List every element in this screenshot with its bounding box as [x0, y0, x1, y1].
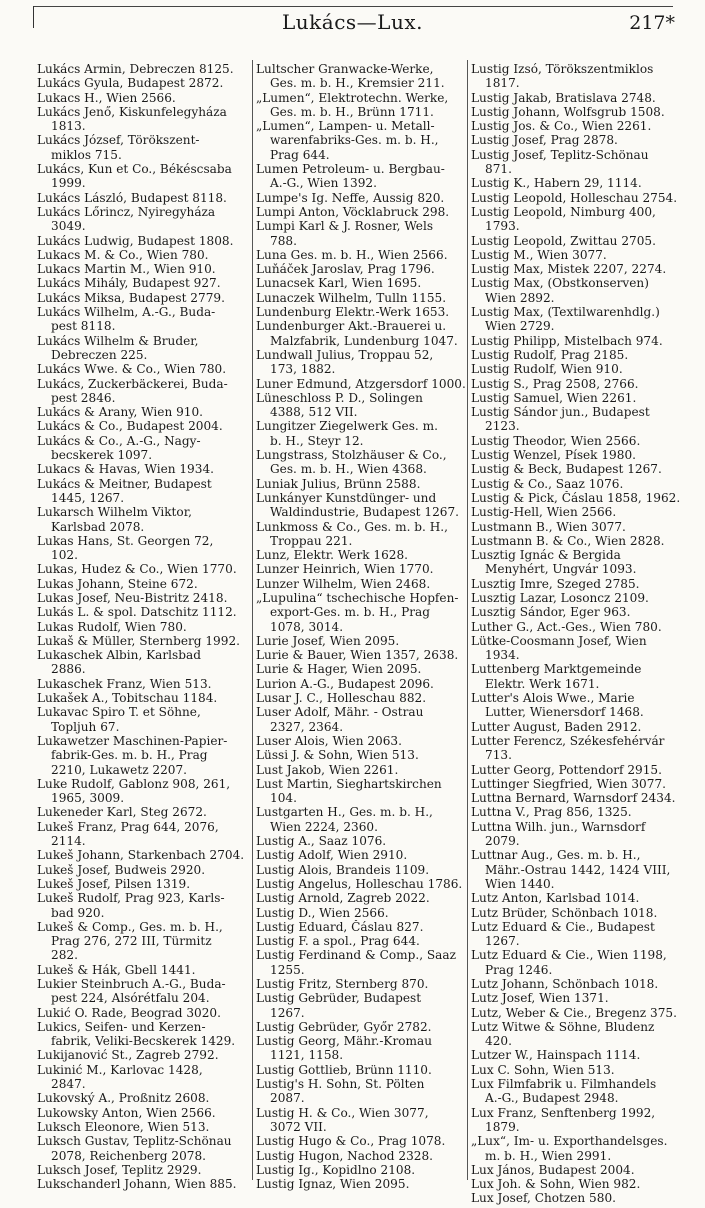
- directory-entry: Luksch Eleonore, Wien 513.: [37, 1119, 210, 1134]
- entry-continuation: Mähr.-Ostrau 1442, 1424 VIII,: [485, 862, 671, 877]
- directory-entry: Lustig Max, (Textilwarenhdlg.): [471, 305, 660, 320]
- directory-entry: Lustmann B., Wien 3077.: [471, 519, 626, 534]
- directory-entry: Lukács, Zuckerbäckerei, Buda-: [37, 376, 228, 391]
- directory-entry: Lustig Arnold, Zagreb 2022.: [256, 891, 430, 906]
- directory-entry: Lunzer Wilhelm, Wien 2468.: [256, 576, 431, 591]
- directory-entry: „Lux“, Im- u. Exporthandelsges.: [471, 1134, 668, 1149]
- directory-entry: Lustig Samuel, Wien 2261.: [471, 390, 637, 405]
- directory-entry: Lungitzer Ziegelwerk Ges. m.: [256, 419, 438, 434]
- entry-continuation: 104.: [270, 791, 297, 806]
- entry-continuation: Wien 1440.: [485, 876, 555, 891]
- directory-entry: Luser Alois, Wien 2063.: [256, 733, 402, 748]
- entry-continuation: Malzfabrik, Lundenburg 1047.: [270, 333, 458, 348]
- entry-continuation: 1078, 3014.: [270, 619, 344, 634]
- directory-entry: „Lumen“, Lampen- u. Metall-: [256, 119, 435, 134]
- directory-entry: Lukas Hans, St. Georgen 72,: [37, 533, 214, 548]
- directory-entry: Lustig Josef, Prag 2878.: [471, 133, 618, 148]
- directory-entry: Lust Martin, Sieghartskirchen: [256, 776, 442, 791]
- entry-continuation: Karlsbad 2078.: [51, 519, 145, 534]
- directory-entry: Lukowsky Anton, Wien 2566.: [37, 1105, 216, 1120]
- entry-continuation: Prag 644.: [270, 147, 330, 162]
- directory-entry: „Lumen“, Elektrotechn. Werke,: [256, 90, 449, 105]
- directory-entry: Lukács Wilhelm, A.-G., Buda-: [37, 305, 216, 320]
- directory-entry: Lukeš & Comp., Ges. m. b. H.,: [37, 919, 223, 934]
- directory-entry: Lunkmoss & Co., Ges. m. b. H.,: [256, 519, 448, 534]
- entry-continuation: 2114.: [51, 834, 86, 849]
- page-number: 217*: [629, 12, 675, 34]
- directory-entry: Lukás L. & spol. Datschitz 1112.: [37, 605, 237, 620]
- entry-continuation: 2847.: [51, 1077, 86, 1092]
- directory-entry: Lustig Jos. & Co., Wien 2261.: [471, 119, 652, 134]
- directory-entry: Lux Joh. & Sohn, Wien 982.: [471, 1177, 641, 1192]
- directory-entry: Lustig D., Wien 2566.: [256, 905, 389, 920]
- entry-continuation: warenfabriks-Ges. m. b. H.,: [270, 133, 439, 148]
- directory-entry: Lunaczek Wilhelm, Tulln 1155.: [256, 290, 447, 305]
- directory-entry: Lukeš Johann, Starkenbach 2704.: [37, 848, 245, 863]
- directory-entry: Lumpe's Ig. Neffe, Aussig 820.: [256, 190, 445, 205]
- directory-entry: Lutz Johann, Schönbach 1018.: [471, 977, 659, 991]
- entry-continuation: 2123.: [485, 419, 520, 434]
- directory-entry: Lukács & Arany, Wien 910.: [37, 405, 204, 420]
- directory-entry: Lustig Ferdinand & Comp., Saaz: [256, 948, 456, 963]
- directory-entry: Lutzer W., Hainspach 1114.: [471, 1048, 641, 1063]
- directory-entry: Lukács József, Törökszent-: [37, 133, 200, 148]
- directory-entry: Lustig & Co., Saaz 1076.: [471, 476, 624, 491]
- directory-entry: Lunkányer Kunstdünger- und: [256, 490, 437, 505]
- directory-entry: Lukas Rudolf, Wien 780.: [37, 619, 187, 634]
- directory-entry: Lukács & Meitner, Budapest: [37, 476, 212, 491]
- directory-entry: Lustig Rudolf, Prag 2185.: [471, 347, 629, 362]
- directory-entry: Lustig's H. Sohn, St. Pölten: [256, 1077, 425, 1092]
- directory-entry: Lurie & Hager, Wien 2095.: [256, 662, 422, 677]
- directory-entry: Lungstrass, Stolzhäuser & Co.,: [256, 448, 447, 463]
- directory-entry: Luner Edmund, Atzgersdorf 1000.: [256, 376, 466, 391]
- directory-entry: Lusztig Sándor, Eger 963.: [471, 605, 631, 620]
- entry-continuation: Debreczen 225.: [51, 347, 148, 362]
- entry-continuation: 713.: [485, 748, 512, 763]
- directory-entry: Luksch Gustav, Teplitz-Schönau: [37, 1134, 232, 1149]
- directory-entry: Lukeš & Hák, Gbell 1441.: [37, 962, 196, 977]
- entry-continuation: Wien 2729.: [485, 319, 555, 334]
- directory-entry: Lustig Leopold, Zwittau 2705.: [471, 233, 656, 248]
- directory-entry: Lustig Gottlieb, Brünn 1110.: [256, 1062, 432, 1077]
- directory-entry: Lutz Witwe & Söhne, Bludenz: [471, 1019, 655, 1034]
- directory-entry: Lukács Jenő, Kiskunfelegyháza: [37, 104, 227, 119]
- column-3: [471, 62, 686, 1206]
- entry-continuation: 1793.: [485, 219, 520, 234]
- entry-continuation: 102.: [51, 548, 78, 563]
- directory-entry: Lustig Adolf, Wien 2910.: [256, 848, 408, 863]
- directory-entry: Lundwall Julius, Troppau 52,: [256, 347, 434, 362]
- entry-continuation: 1879.: [485, 1119, 520, 1134]
- directory-entry: Lux Franz, Senftenberg 1992,: [471, 1105, 656, 1120]
- directory-entry: Lux C. Sohn, Wien 513.: [471, 1062, 615, 1077]
- entry-continuation: 420.: [485, 1034, 512, 1049]
- directory-entry: Lutter's Alois Wwe., Marie: [471, 691, 635, 706]
- directory-entry: Lustig Sándor jun., Budapest: [471, 405, 650, 420]
- directory-entry: Lustig Hugo & Co., Prag 1078.: [256, 1134, 446, 1149]
- entry-continuation: 282.: [51, 948, 78, 963]
- directory-entry: Lurion A.-G., Budapest 2096.: [256, 676, 434, 691]
- entry-continuation: Prag 1246.: [485, 962, 553, 977]
- directory-entry: Luksch Josef, Teplitz 2929.: [37, 1162, 202, 1177]
- entry-continuation: miklos 715.: [51, 147, 122, 162]
- directory-entry: Lundenburger Akt.-Brauerei u.: [256, 319, 447, 334]
- directory-entry: Lustig F. a spol., Prag 644.: [256, 934, 420, 949]
- directory-entry: Lukschanderl Johann, Wien 885.: [37, 1177, 237, 1192]
- entry-continuation: fabrik, Veliki-Becskerek 1429.: [51, 1034, 236, 1049]
- directory-entry: Lunzer Heinrich, Wien 1770.: [256, 562, 434, 577]
- entry-continuation: fabrik-Ges. m. b. H., Prag: [51, 748, 208, 763]
- entry-continuation: A.-G., Budapest 2948.: [485, 1091, 619, 1106]
- directory-entry: Lukacs & Havas, Wien 1934.: [37, 462, 214, 477]
- directory-entry: Lukeš Josef, Pilsen 1319.: [37, 876, 191, 891]
- directory-entry: Lukaš & Müller, Sternberg 1992.: [37, 633, 240, 648]
- entry-continuation: 1267.: [270, 1005, 305, 1020]
- entry-continuation: b. H., Steyr 12.: [270, 433, 364, 448]
- directory-entry: Lustig Izsó, Törökszentmiklos: [471, 62, 654, 76]
- column-divider: [467, 60, 468, 1180]
- directory-entry: Lüssi J. & Sohn, Wien 513.: [256, 748, 419, 763]
- directory-entry: Luna Ges. m. b. H., Wien 2566.: [256, 247, 448, 262]
- entry-continuation: 1255.: [270, 962, 305, 977]
- directory-entry: Lusztig Imre, Szeged 2785.: [471, 576, 640, 591]
- entry-continuation: 1121, 1158.: [270, 1048, 344, 1063]
- directory-entry: Lukovský A., Proßnitz 2608.: [37, 1091, 210, 1106]
- column-2: [256, 62, 466, 1191]
- entry-continuation: Ges. m. b. H., Brünn 1711.: [270, 104, 434, 119]
- directory-entry: Lustig S., Prag 2508, 2766.: [471, 376, 639, 391]
- entry-continuation: 1813.: [51, 119, 86, 134]
- directory-entry: Luther G., Act.-Ges., Wien 780.: [471, 619, 662, 634]
- directory-entry: Lustig K., Habern 29, 1114.: [471, 176, 642, 191]
- directory-entry: Lukier Steinbruch A.-G., Buda-: [37, 977, 226, 991]
- directory-entry: Lukács, Kun et Co., Békéscsaba: [37, 162, 232, 177]
- page-title: Lukács—Lux.: [282, 10, 423, 34]
- directory-entry: Luttna Bernard, Warnsdorf 2434.: [471, 791, 676, 806]
- directory-entry: Lukeš Josef, Budweis 2920.: [37, 862, 206, 877]
- directory-entry: Lutter Ferencz, Székesfehérvár: [471, 733, 665, 748]
- directory-entry: Lustig Eduard, Čáslau 827.: [256, 919, 424, 934]
- directory-entry: Lutz Josef, Wien 1371.: [471, 991, 609, 1006]
- entry-continuation: 2327, 2364.: [270, 719, 344, 734]
- directory-entry: Lustig Max, Mistek 2207, 2274.: [471, 262, 667, 277]
- directory-entry: Lukacs Martin M., Wien 910.: [37, 262, 216, 277]
- directory-entry: Lukács Wwe. & Co., Wien 780.: [37, 362, 227, 377]
- directory-entry: Luniak Julius, Brünn 2588.: [256, 476, 421, 491]
- directory-entry: Lukas Johann, Steine 672.: [37, 576, 198, 591]
- directory-entry: Lukács & Co., Budapest 2004.: [37, 419, 223, 434]
- directory-entry: Lukics, Seifen- und Kerzen-: [37, 1019, 206, 1034]
- directory-entry: Lustig Leopold, Holleschau 2754.: [471, 190, 678, 205]
- entry-continuation: 3049.: [51, 219, 86, 234]
- entry-continuation: becskerek 1097.: [51, 448, 153, 463]
- directory-entry: Lusztig Lazar, Losoncz 2109.: [471, 590, 649, 605]
- directory-entry: Lukacs H., Wien 2566.: [37, 90, 176, 105]
- directory-entry: Luttenberg Marktgemeinde: [471, 662, 642, 677]
- directory-entry: Luttinger Siegfried, Wien 3077.: [471, 776, 666, 791]
- entry-continuation: 2210, Lukawetz 2207.: [51, 762, 188, 777]
- directory-entry: Lustig Georg, Mähr.-Kromau: [256, 1034, 432, 1049]
- entry-continuation: 871.: [485, 162, 512, 177]
- directory-entry: Lustig Gebrüder, Győr 2782.: [256, 1019, 432, 1034]
- entry-continuation: Waldindustrie, Budapest 1267.: [270, 505, 460, 520]
- directory-entry: Lutz Eduard & Cie., Wien 1198,: [471, 948, 667, 963]
- directory-entry: Lumpi Karl & J. Rosner, Wels: [256, 219, 434, 234]
- directory-entry: Lüneschloss P. D., Solingen: [256, 390, 423, 405]
- entry-continuation: Wien 2224, 2360.: [270, 819, 378, 834]
- entry-continuation: pest 224, Alsórétfalu 204.: [51, 991, 210, 1006]
- directory-entry: Lukács Miksa, Budapest 2779.: [37, 290, 225, 305]
- column-divider: [252, 60, 253, 1180]
- directory-entry: Lukarsch Wilhelm Viktor,: [37, 505, 192, 520]
- directory-entry: Lukacs M. & Co., Wien 780.: [37, 247, 209, 262]
- entry-continuation: 1267.: [485, 934, 520, 949]
- directory-entry: Lumpi Anton, Vöcklabruck 298.: [256, 204, 450, 219]
- directory-entry: Lustig Wenzel, Písek 1980.: [471, 448, 636, 463]
- directory-entry: Luttna V., Prag 856, 1325.: [471, 805, 632, 820]
- directory-entry: Lukeš Rudolf, Prag 923, Karls-: [37, 891, 225, 906]
- directory-entry: Lütke-Coosmann Josef, Wien: [471, 633, 647, 648]
- entry-continuation: 1445, 1267.: [51, 490, 125, 505]
- directory-entry: Lux János, Budapest 2004.: [471, 1162, 635, 1177]
- directory-entry: Lurie & Bauer, Wien 1357, 2638.: [256, 648, 459, 663]
- column-1: [37, 62, 247, 1191]
- entry-continuation: 1999.: [51, 176, 86, 191]
- directory-entry: Lustig Gebrüder, Budapest: [256, 991, 422, 1006]
- directory-entry: Lustig & Pick, Čáslau 1858, 1962.: [471, 490, 681, 505]
- directory-entry: Luke Rudolf, Gablonz 908, 261,: [37, 776, 231, 791]
- directory-entry: Lukeš Franz, Prag 644, 2076,: [37, 819, 219, 834]
- directory-entry: Luser Adolf, Mähr. - Ostrau: [256, 705, 424, 720]
- directory-entry: Lustig Rudolf, Wien 910.: [471, 362, 623, 377]
- directory-entry: Lustig & Beck, Budapest 1267.: [471, 462, 662, 477]
- directory-entry: Lukaschek Franz, Wien 513.: [37, 676, 212, 691]
- directory-entry: Lustmann B. & Co., Wien 2828.: [471, 533, 665, 548]
- directory-entry: Lunacsek Karl, Wien 1695.: [256, 276, 422, 291]
- directory-entry: Luňáček Jaroslav, Prag 1796.: [256, 262, 435, 277]
- directory-entry: Lukijanović St., Zagreb 2792.: [37, 1048, 219, 1063]
- directory-entry: Lutter August, Baden 2912.: [471, 719, 642, 734]
- entry-continuation: 4388, 512 VII.: [270, 405, 358, 420]
- directory-entry: Lusztig Ignác & Bergida: [471, 548, 621, 563]
- directory-entry: Lundenburg Elektr.-Werk 1653.: [256, 305, 450, 320]
- directory-entry: Lustig Fritz, Sternberg 870.: [256, 977, 429, 991]
- directory-entry: Lutz, Weber & Cie., Bregenz 375.: [471, 1005, 677, 1020]
- directory-entry: Lukawetzer Maschinen-Papier-: [37, 733, 228, 748]
- directory-entry: Lustig Johann, Wolfsgrub 1508.: [471, 104, 665, 119]
- directory-entry: Lustgarten H., Ges. m. b. H.,: [256, 805, 433, 820]
- entry-continuation: bad 920.: [51, 905, 105, 920]
- entry-continuation: 2087.: [270, 1091, 305, 1106]
- directory-entry: Lutter Georg, Pottendorf 2915.: [471, 762, 662, 777]
- directory-entry: Lutz Anton, Karlsbad 1014.: [471, 891, 640, 906]
- entry-continuation: 2886.: [51, 662, 86, 677]
- directory-entry: Lurie Josef, Wien 2095.: [256, 633, 400, 648]
- directory-entry: Lukács László, Budapest 8118.: [37, 190, 227, 205]
- directory-entry: Lukács Armin, Debreczen 8125.: [37, 62, 234, 76]
- directory-entry: Lustig Josef, Teplitz-Schönau: [471, 147, 649, 162]
- directory-entry: Lustig Philipp, Mistelbach 974.: [471, 333, 663, 348]
- directory-entry: Lusar J. C., Holleschau 882.: [256, 691, 427, 706]
- entry-continuation: 788.: [270, 233, 297, 248]
- top-rule: [33, 6, 673, 7]
- entry-continuation: 173, 1882.: [270, 362, 336, 377]
- entry-continuation: Wien 2892.: [485, 290, 555, 305]
- directory-entry: Lukeneder Karl, Steg 2672.: [37, 805, 207, 820]
- directory-entry: Lukács Lőrincz, Nyiregyháza: [37, 204, 216, 219]
- directory-entry: Lustig Angelus, Holleschau 1786.: [256, 876, 463, 891]
- directory-entry: Lustig Leopold, Nimburg 400,: [471, 204, 656, 219]
- directory-entry: Lukaschek Albin, Karlsbad: [37, 648, 201, 663]
- directory-entry: Lux Josef, Chotzen 580.: [471, 1191, 616, 1206]
- directory-entry: Lukács Gyula, Budapest 2872.: [37, 76, 224, 91]
- directory-entry: Lumen Petroleum- u. Bergbau-: [256, 162, 445, 177]
- directory-entry: Lust Jakob, Wien 2261.: [256, 762, 399, 777]
- entry-continuation: A.-G., Wien 1392.: [270, 176, 377, 191]
- directory-entry: Lustig H. & Co., Wien 3077,: [256, 1105, 429, 1120]
- page-header: [0, 8, 705, 38]
- entry-continuation: Ges. m. b. H., Wien 4368.: [270, 462, 427, 477]
- directory-entry: Lustig A., Saaz 1076.: [256, 834, 387, 849]
- entry-continuation: Menyhért, Ungvár 1093.: [485, 562, 637, 577]
- entry-continuation: 2078, Reichenberg 2078.: [51, 1148, 206, 1163]
- entry-continuation: 1934.: [485, 648, 520, 663]
- entry-continuation: Topljuh 67.: [51, 719, 120, 734]
- entry-continuation: pest 2846.: [51, 390, 116, 405]
- entry-continuation: m. b. H., Wien 2991.: [485, 1148, 612, 1163]
- directory-entry: Lukács & Co., A.-G., Nagy-: [37, 433, 201, 448]
- entry-continuation: 1965, 3009.: [51, 791, 125, 806]
- entry-continuation: 3072 VII.: [270, 1119, 327, 1134]
- directory-entry: „Lupulina“ tschechische Hopfen-: [256, 590, 459, 605]
- directory-entry: Lustig Theodor, Wien 2566.: [471, 433, 641, 448]
- directory-entry: Lustig Max, (Obstkonserven): [471, 276, 649, 291]
- directory-entry: Lustig Ignaz, Wien 2095.: [256, 1177, 410, 1192]
- entry-continuation: pest 8118.: [51, 319, 116, 334]
- directory-entry: Lukas, Hudez & Co., Wien 1770.: [37, 562, 237, 577]
- directory-entry: Luttna Wilh. jun., Warnsdorf: [471, 819, 646, 834]
- directory-entry: Lustig Jakab, Bratislava 2748.: [471, 90, 656, 105]
- entry-continuation: Elektr. Werk 1671.: [485, 676, 600, 691]
- entry-continuation: Troppau 221.: [270, 533, 353, 548]
- directory-entry: Lux Filmfabrik u. Filmhandels: [471, 1077, 657, 1092]
- entry-continuation: 2079.: [485, 834, 520, 849]
- directory-entry: Lukić O. Rade, Beograd 3020.: [37, 1005, 221, 1020]
- directory-entry: Lukavac Spiro T. et Söhne,: [37, 705, 201, 720]
- directory-entry: Lustig-Hell, Wien 2566.: [471, 505, 617, 520]
- directory-entry: Lustig Hugon, Nachod 2328.: [256, 1148, 434, 1163]
- entry-continuation: Prag 276, 272 III, Türmitz: [51, 934, 212, 949]
- directory-entry: Lunz, Elektr. Werk 1628.: [256, 548, 409, 563]
- directory-entry: Lustig Ig., Kopidlno 2108.: [256, 1162, 416, 1177]
- directory-entry: Lukács Wilhelm & Bruder,: [37, 333, 199, 348]
- directory-entry: Lustig Alois, Brandeis 1109.: [256, 862, 430, 877]
- directory-entry: Lukács Mihály, Budapest 927.: [37, 276, 221, 291]
- entry-continuation: export-Ges. m. b. H., Prag: [270, 605, 430, 620]
- entry-continuation: Lutter, Wienersdorf 1468.: [485, 705, 644, 720]
- directory-entry: Luttnar Aug., Ges. m. b. H.,: [471, 848, 641, 863]
- directory-entry: Lukas Josef, Neu-Bistritz 2418.: [37, 590, 228, 605]
- directory-entry: Lutz Eduard & Cie., Budapest: [471, 919, 655, 934]
- directory-entry: Lultscher Granwacke-Werke,: [256, 62, 434, 76]
- directory-entry: Lustig M., Wien 3077.: [471, 247, 607, 262]
- directory-entry: Lutz Brüder, Schönbach 1018.: [471, 905, 658, 920]
- directory-entry: Lukács Ludwig, Budapest 1808.: [37, 233, 234, 248]
- entry-continuation: Ges. m. b. H., Kremsier 211.: [270, 76, 445, 91]
- entry-continuation: 1817.: [485, 76, 520, 91]
- directory-entry: Lukašek A., Tobitschau 1184.: [37, 691, 218, 706]
- directory-entry: Lukinić M., Karlovac 1428,: [37, 1062, 203, 1077]
